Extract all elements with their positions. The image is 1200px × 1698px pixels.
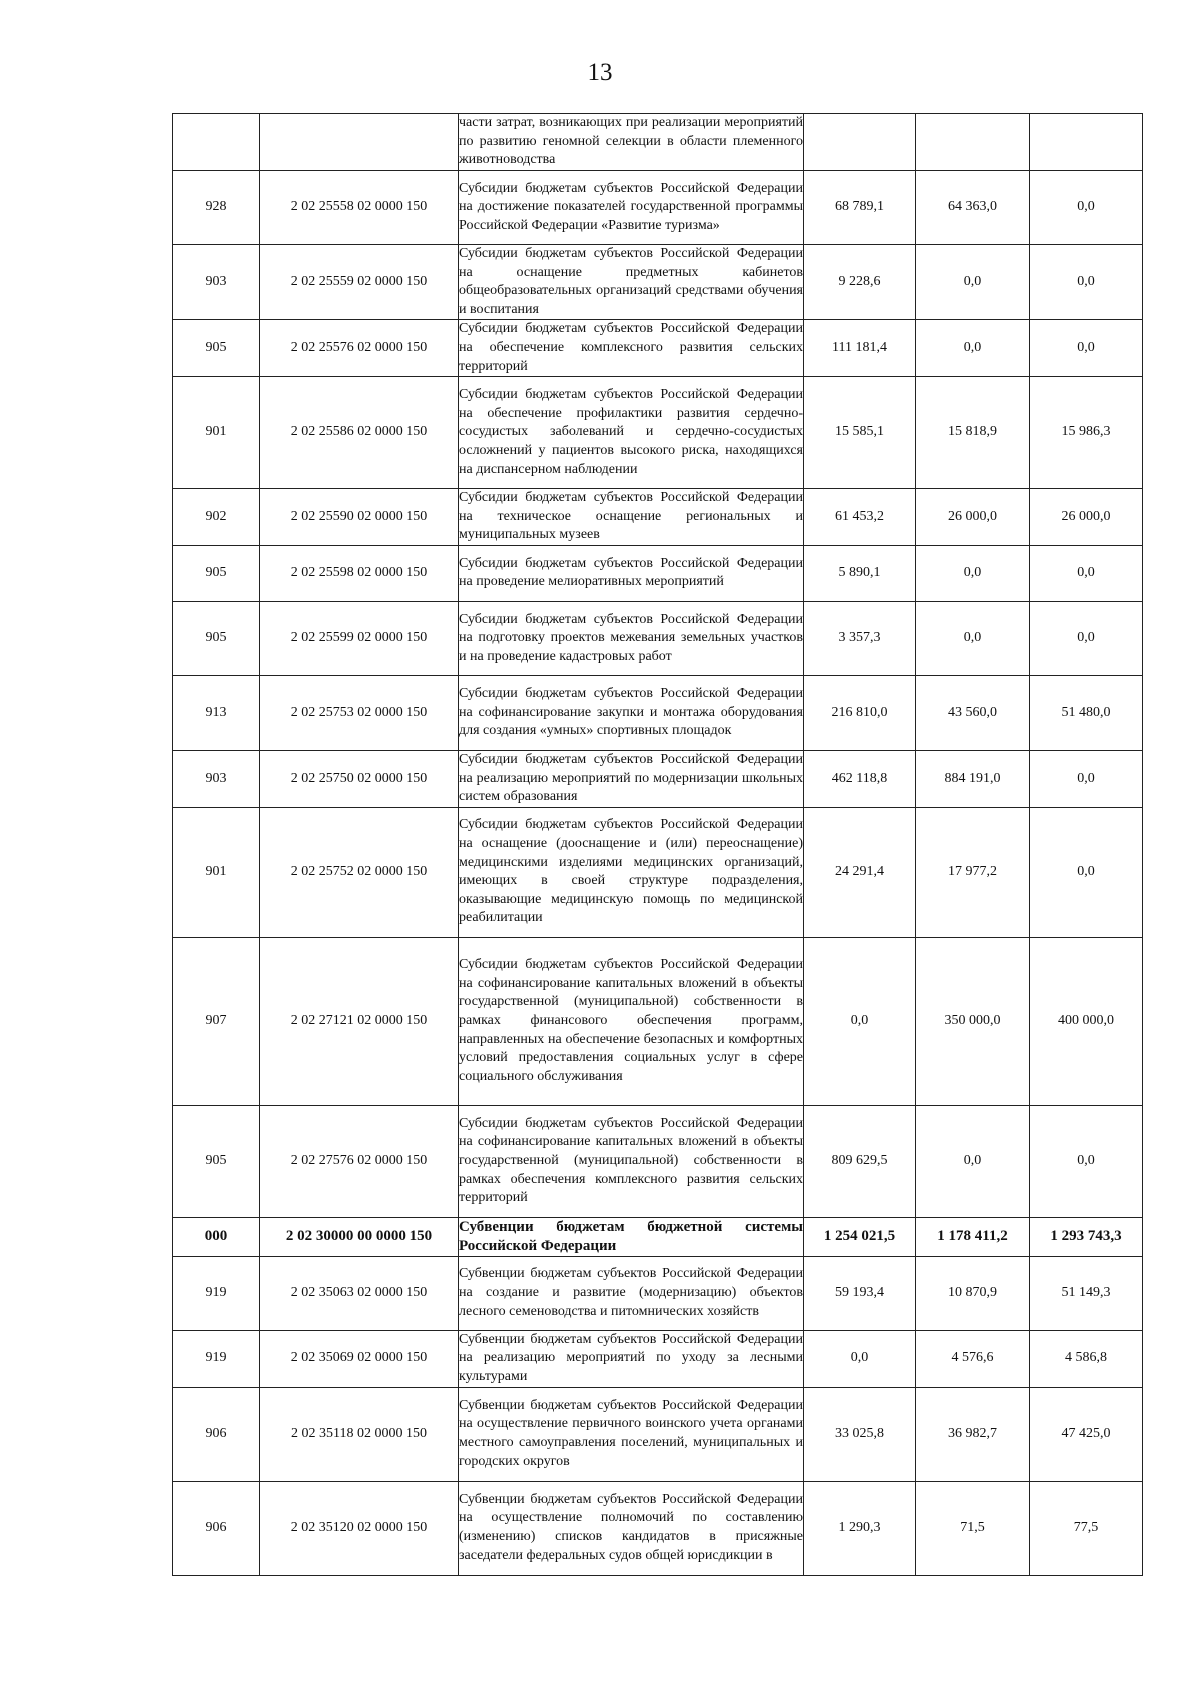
income-name-cell: Субсидии бюджетам субъектов Российской Федерации на подготовку проектов межевания земельных участков и на проведение кадастровых работ: [459, 601, 804, 675]
amount-year1-cell: 1 254 021,5: [804, 1217, 916, 1256]
amount-year1-cell: 68 789,1: [804, 171, 916, 245]
ga-code-cell: 903: [173, 750, 260, 807]
budget-revenue-table: [172, 113, 1143, 1576]
amount-year2-cell: 64 363,0: [916, 171, 1030, 245]
classification-code-cell: 2 02 27576 02 0000 150: [260, 1105, 459, 1217]
ga-code-cell: 928: [173, 171, 260, 245]
amount-year3-cell: 51 149,3: [1030, 1256, 1143, 1330]
amount-year1-cell: 33 025,8: [804, 1387, 916, 1481]
amount-year3-cell: 4 586,8: [1030, 1330, 1143, 1387]
table-row: [173, 377, 1143, 489]
ga-code-cell: 906: [173, 1481, 260, 1575]
amount-year3-cell: 0,0: [1030, 320, 1143, 377]
income-name-cell: Субсидии бюджетам субъектов Российской Федерации на софинансирование капитальных вложений в объекты государственной (муниципальной) собственности в рамках обеспечения комплексного развития сельских территорий: [459, 1105, 804, 1217]
amount-year1-cell: 462 118,8: [804, 750, 916, 807]
classification-code-cell: 2 02 25599 02 0000 150: [260, 601, 459, 675]
ga-code-cell: 905: [173, 601, 260, 675]
income-name-cell: Субсидии бюджетам субъектов Российской Федерации на реализацию мероприятий по модернизации школьных систем образования: [459, 750, 804, 807]
table-row: [173, 1481, 1143, 1575]
amount-year2-cell: 0,0: [916, 245, 1030, 320]
page-number: 13: [587, 59, 613, 86]
amount-year1-cell: [804, 114, 916, 171]
amount-year2-cell: [916, 114, 1030, 171]
table-row: [173, 1387, 1143, 1481]
amount-year2-cell: 350 000,0: [916, 937, 1030, 1105]
income-name-cell: Субвенции бюджетам субъектов Российской Федерации на осуществление первичного воинского учета органами местного самоуправления поселений, муниципальных и городских округов: [459, 1387, 804, 1481]
classification-code-cell: 2 02 30000 00 0000 150: [260, 1217, 459, 1256]
amount-year2-cell: 0,0: [916, 1105, 1030, 1217]
table-row: [173, 1330, 1143, 1387]
amount-year3-cell: 0,0: [1030, 807, 1143, 937]
classification-code-cell: 2 02 25753 02 0000 150: [260, 675, 459, 750]
amount-year2-cell: 884 191,0: [916, 750, 1030, 807]
amount-year3-cell: 26 000,0: [1030, 489, 1143, 546]
amount-year3-cell: 77,5: [1030, 1481, 1143, 1575]
table-row: [173, 937, 1143, 1105]
amount-year1-cell: 0,0: [804, 1330, 916, 1387]
classification-code-cell: 2 02 25590 02 0000 150: [260, 489, 459, 546]
ga-code-cell: 000: [173, 1217, 260, 1256]
income-name-cell: Субсидии бюджетам субъектов Российской Федерации на достижение показателей государственной программы Российской Федерации «Развитие туризма»: [459, 171, 804, 245]
amount-year2-cell: 71,5: [916, 1481, 1030, 1575]
ga-code-cell: [173, 114, 260, 171]
amount-year2-cell: 0,0: [916, 320, 1030, 377]
amount-year3-cell: 400 000,0: [1030, 937, 1143, 1105]
income-name-cell: Субсидии бюджетам субъектов Российской Федерации на обеспечение профилактики развития сердечно-сосудистых заболеваний и сердечно-сосудистых осложнений у пациентов высокого риска, находящихся на диспансерном наблюдении: [459, 377, 804, 489]
classification-code-cell: [260, 114, 459, 171]
table-row: [173, 1217, 1143, 1256]
income-name-cell: Субсидии бюджетам субъектов Российской Федерации на обеспечение комплексного развития сельских территорий: [459, 320, 804, 377]
classification-code-cell: 2 02 35120 02 0000 150: [260, 1481, 459, 1575]
ga-code-cell: 905: [173, 320, 260, 377]
classification-code-cell: 2 02 25559 02 0000 150: [260, 245, 459, 320]
income-name-cell: Субсидии бюджетам субъектов Российской Федерации на проведение мелиоративных мероприятий: [459, 545, 804, 601]
amount-year2-cell: 17 977,2: [916, 807, 1030, 937]
amount-year3-cell: 1 293 743,3: [1030, 1217, 1143, 1256]
ga-code-cell: 902: [173, 489, 260, 546]
table-row: [173, 750, 1143, 807]
amount-year1-cell: 3 357,3: [804, 601, 916, 675]
amount-year3-cell: 0,0: [1030, 601, 1143, 675]
income-name-cell: Субсидии бюджетам субъектов Российской Федерации на техническое оснащение региональных и муниципальных музеев: [459, 489, 804, 546]
classification-code-cell: 2 02 35069 02 0000 150: [260, 1330, 459, 1387]
amount-year2-cell: 4 576,6: [916, 1330, 1030, 1387]
ga-code-cell: 906: [173, 1387, 260, 1481]
ga-code-cell: 919: [173, 1330, 260, 1387]
income-name-cell: части затрат, возникающих при реализации мероприятий по развитию геномной селекции в области племенного животноводства: [459, 114, 804, 171]
table-row: [173, 545, 1143, 601]
amount-year3-cell: [1030, 114, 1143, 171]
table-body: [173, 114, 1143, 1576]
ga-code-cell: 903: [173, 245, 260, 320]
classification-code-cell: 2 02 25752 02 0000 150: [260, 807, 459, 937]
table-row: [173, 245, 1143, 320]
amount-year3-cell: 0,0: [1030, 1105, 1143, 1217]
table-row: [173, 675, 1143, 750]
table-row: [173, 489, 1143, 546]
table-row: [173, 171, 1143, 245]
table-row: [173, 320, 1143, 377]
amount-year3-cell: 47 425,0: [1030, 1387, 1143, 1481]
classification-code-cell: 2 02 25558 02 0000 150: [260, 171, 459, 245]
classification-code-cell: 2 02 25750 02 0000 150: [260, 750, 459, 807]
amount-year2-cell: 1 178 411,2: [916, 1217, 1030, 1256]
amount-year3-cell: 0,0: [1030, 750, 1143, 807]
amount-year1-cell: 809 629,5: [804, 1105, 916, 1217]
income-name-cell: Субсидии бюджетам субъектов Российской Федерации на софинансирование капитальных вложений в объекты государственной (муниципальной) собственности в рамках финансового обеспечения программ, направленных на обеспечение безопасных и комфортных условий предоставления социальных услуг в сфере социального обслуживания: [459, 937, 804, 1105]
classification-code-cell: 2 02 35063 02 0000 150: [260, 1256, 459, 1330]
amount-year1-cell: 61 453,2: [804, 489, 916, 546]
table-row: [173, 114, 1143, 171]
income-name-cell: Субсидии бюджетам субъектов Российской Федерации на оснащение (дооснащение и (или) переоснащение) медицинскими изделиями медицинских организаций, имеющих в своей структуре подразделения, оказывающие медицинскую помощь по медицинской реабилитации: [459, 807, 804, 937]
amount-year1-cell: 15 585,1: [804, 377, 916, 489]
amount-year3-cell: 51 480,0: [1030, 675, 1143, 750]
amount-year2-cell: 26 000,0: [916, 489, 1030, 546]
ga-code-cell: 905: [173, 1105, 260, 1217]
amount-year3-cell: 0,0: [1030, 171, 1143, 245]
ga-code-cell: 901: [173, 377, 260, 489]
ga-code-cell: 905: [173, 545, 260, 601]
amount-year2-cell: 43 560,0: [916, 675, 1030, 750]
amount-year1-cell: 5 890,1: [804, 545, 916, 601]
amount-year1-cell: 9 228,6: [804, 245, 916, 320]
ga-code-cell: 919: [173, 1256, 260, 1330]
classification-code-cell: 2 02 25586 02 0000 150: [260, 377, 459, 489]
table-row: [173, 1256, 1143, 1330]
amount-year1-cell: 1 290,3: [804, 1481, 916, 1575]
income-name-cell: Субсидии бюджетам субъектов Российской Федерации на оснащение предметных кабинетов общеобразовательных организаций средствами обучения и воспитания: [459, 245, 804, 320]
amount-year2-cell: 10 870,9: [916, 1256, 1030, 1330]
amount-year3-cell: 0,0: [1030, 245, 1143, 320]
amount-year2-cell: 15 818,9: [916, 377, 1030, 489]
table-row: [173, 601, 1143, 675]
ga-code-cell: 907: [173, 937, 260, 1105]
classification-code-cell: 2 02 35118 02 0000 150: [260, 1387, 459, 1481]
classification-code-cell: 2 02 25598 02 0000 150: [260, 545, 459, 601]
amount-year1-cell: 216 810,0: [804, 675, 916, 750]
classification-code-cell: 2 02 25576 02 0000 150: [260, 320, 459, 377]
table-row: [173, 1105, 1143, 1217]
amount-year1-cell: 0,0: [804, 937, 916, 1105]
amount-year2-cell: 0,0: [916, 601, 1030, 675]
amount-year2-cell: 36 982,7: [916, 1387, 1030, 1481]
ga-code-cell: 901: [173, 807, 260, 937]
amount-year3-cell: 15 986,3: [1030, 377, 1143, 489]
ga-code-cell: 913: [173, 675, 260, 750]
income-name-cell: Субвенции бюджетам бюджетной системы Российской Федерации: [459, 1217, 804, 1256]
amount-year1-cell: 111 181,4: [804, 320, 916, 377]
table-row: [173, 807, 1143, 937]
amount-year1-cell: 59 193,4: [804, 1256, 916, 1330]
classification-code-cell: 2 02 27121 02 0000 150: [260, 937, 459, 1105]
income-name-cell: Субвенции бюджетам субъектов Российской Федерации на осуществление полномочий по составлению (изменению) списков кандидатов в присяжные заседатели федеральных судов общей юрисдикции в: [459, 1481, 804, 1575]
income-name-cell: Субвенции бюджетам субъектов Российской Федерации на реализацию мероприятий по уходу за лесными культурами: [459, 1330, 804, 1387]
income-name-cell: Субсидии бюджетам субъектов Российской Федерации на софинансирование закупки и монтажа оборудования для создания «умных» спортивных площадок: [459, 675, 804, 750]
income-name-cell: Субвенции бюджетам субъектов Российской Федерации на создание и развитие (модернизацию) объектов лесного семеноводства и питомнических хозяйств: [459, 1256, 804, 1330]
amount-year2-cell: 0,0: [916, 545, 1030, 601]
amount-year3-cell: 0,0: [1030, 545, 1143, 601]
amount-year1-cell: 24 291,4: [804, 807, 916, 937]
